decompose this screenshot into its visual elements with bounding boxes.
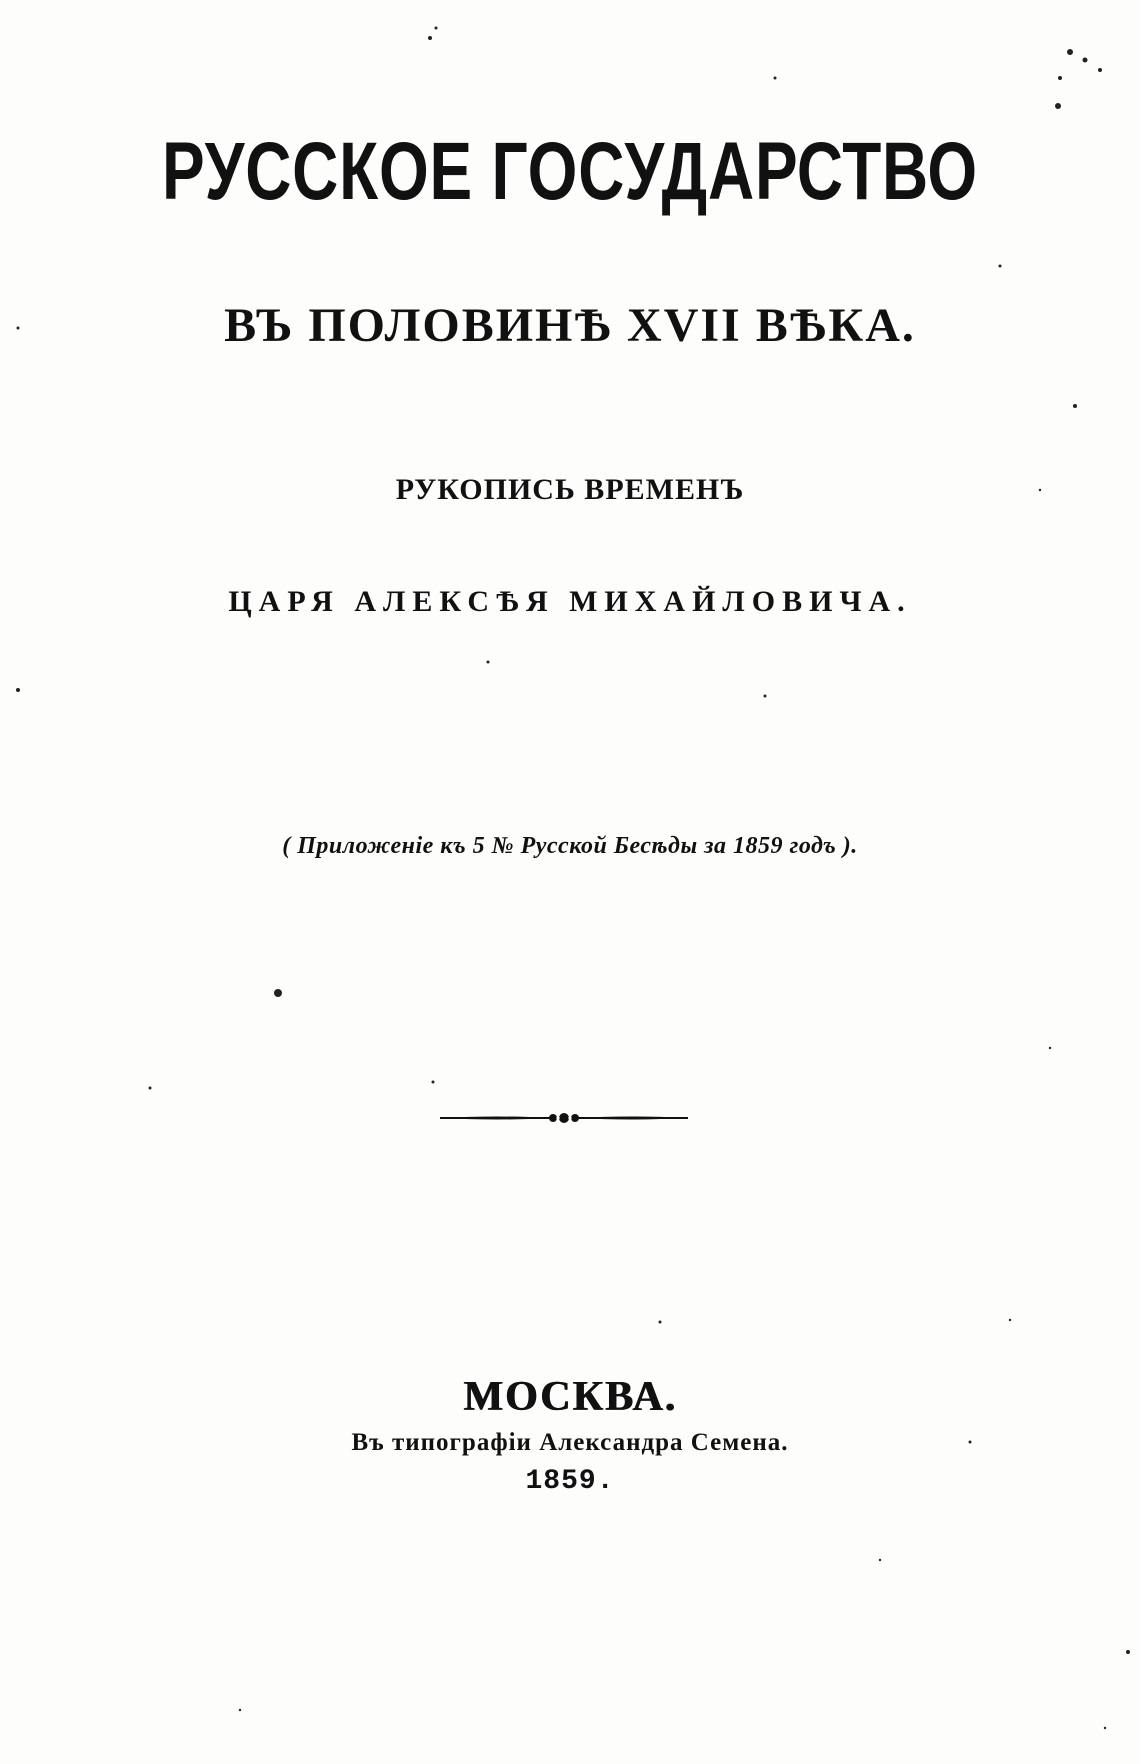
publication-city: МОСКВА. [463, 1374, 677, 1420]
tsar-line: ЦАРЯ АЛЕКСѢЯ МИХАЙЛОВИЧА. [228, 585, 912, 618]
subtitle: ВЪ ПОЛОВИНѢ XVII ВѢКА. [224, 299, 916, 352]
main-title: РУССКОЕ ГОСУДАРСТВО [162, 126, 978, 217]
appendix-note: ( Приложеніе къ 5 № Русской Бесѣды за 1859 годъ ). [282, 833, 858, 859]
manuscript-line: РУКОПИСЬ ВРЕМЕНЪ [395, 473, 745, 506]
printer-line: Въ типографіи Александра Семена. [351, 1429, 789, 1456]
ornamental-divider [440, 1110, 688, 1126]
publication-year: 1859. [525, 1466, 615, 1497]
